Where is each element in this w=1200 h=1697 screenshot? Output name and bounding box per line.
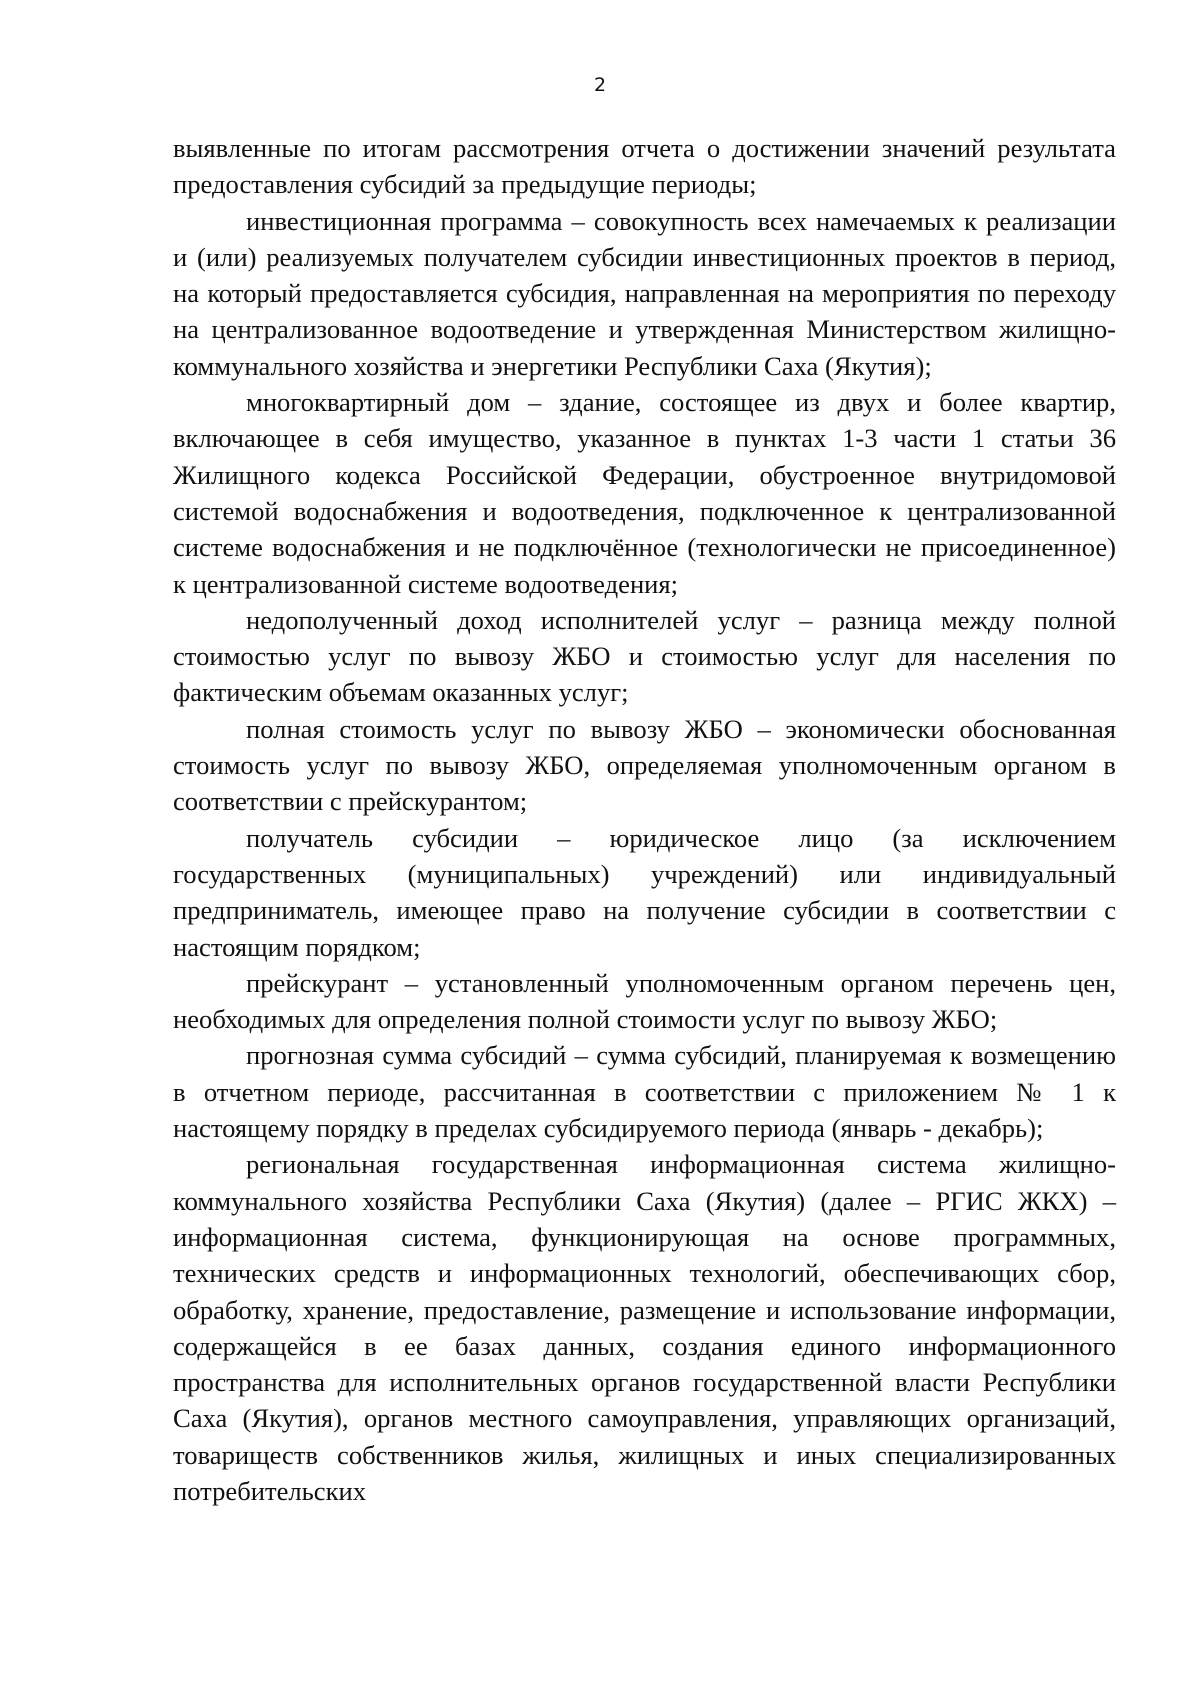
paragraph: прогнозная сумма субсидий – сумма субсидий, планируемая к возмещению в отчетном периоде, рассчитанная в соответствии с приложением № 1 к настоящему порядку в пределах субсидируемого периода (январь - декабрь); [173, 1040, 1116, 1144]
paragraph: выявленные по итогам рассмотрения отчета о достижении значений результата предоставления субсидий за предыдущие периоды; [173, 133, 1116, 200]
paragraph: получатель субсидии – юридическое лицо (за исключением государственных (муниципальных) учреждений) или индивидуальный предприниматель, имеющее право на получение субсидии в соответствии с настоящим порядком; [173, 822, 1116, 962]
page-number: 2 [593, 74, 607, 96]
paragraph: инвестиционная программа – совокупность всех намечаемых к реализации и (или) реализуемых получателем субсидии инвестиционных проектов в период, на который предоставляется субсидия, направленная на мероприятия по переходу на централизованное водоотведение и утвержденная Министерством жилищно-коммунального хозяйства и энергетики Республики Саха (Якутия); [173, 205, 1116, 381]
paragraph: недополученный доход исполнителей услуг – разница между полной стоимостью услуг по вывозу ЖБО и стоимостью услуг для населения по фактическим объемам оказанных услуг; [173, 604, 1116, 708]
paragraph: региональная государственная информационная система жилищно-коммунального хозяйства Республики Саха (Якутия) (далее – РГИС ЖКХ) – информационная система, функционирующая на основе программных, технических средств и информационных технологий, обеспечивающих сбор, обработку, хранение, предоставление, размещение и использование информации, содержащейся в ее базах данных, создания единого информационного пространства для исполнительных органов государственной власти Республики Саха (Якутия), органов местного самоуправления, управляющих организаций, товариществ собственников жилья, жилищных и иных специализированных потребительских [173, 1149, 1116, 1506]
document-body [173, 130, 1116, 1509]
paragraph: полная стоимость услуг по вывозу ЖБО – экономически обоснованная стоимость услуг по вывозу ЖБО, определяемая уполномоченным органом в соответствии с прейскурантом; [173, 713, 1116, 817]
paragraph: многоквартирный дом – здание, состоящее из двух и более квартир, включающее в себя имущество, указанное в пунктах 1-3 части 1 статьи 36 Жилищного кодекса Российской Федерации, обустроенное внутридомовой системой водоснабжения и водоотведения, подключенное к централизованной системе водоснабжения и не подключённое (технологически не присоединенное) к централизованной системе водоотведения; [173, 387, 1116, 599]
paragraph: прейскурант – установленный уполномоченным органом перечень цен, необходимых для определения полной стоимости услуг по вывозу ЖБО; [173, 967, 1116, 1035]
